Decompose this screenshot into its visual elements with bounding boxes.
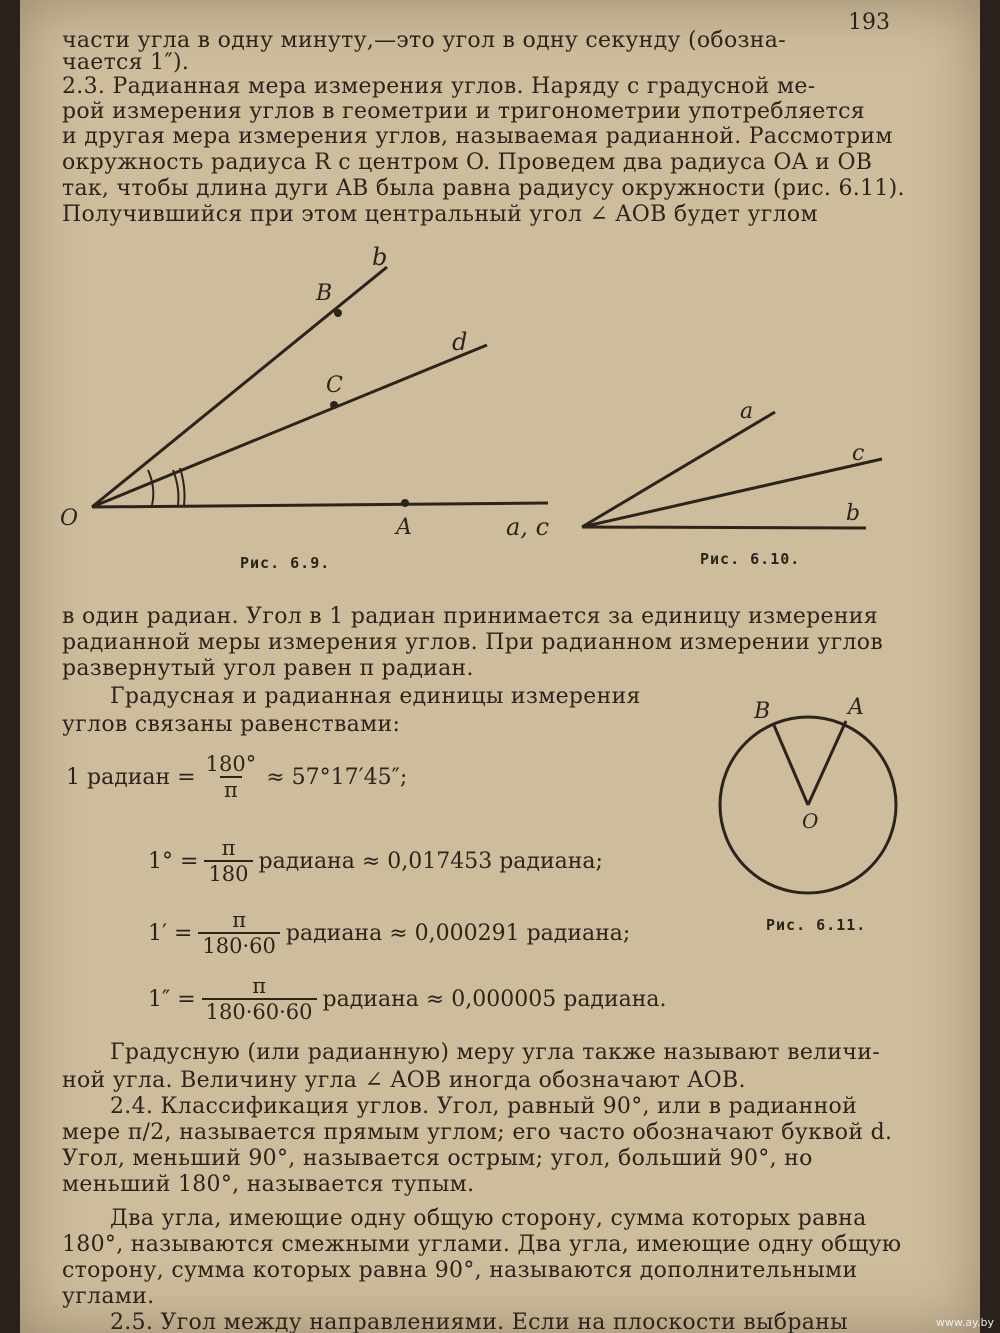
text-line: Градусную (или радианную) меру угла также называют величи- xyxy=(110,1040,880,1065)
label-o-611: O xyxy=(802,809,819,833)
book-page xyxy=(20,0,980,1333)
label-ray-b-610: b xyxy=(846,501,861,526)
point-c xyxy=(330,401,338,409)
text-line: ной угла. Величину угла ∠ AOB иногда обозначают AOB. xyxy=(62,1068,746,1093)
text-line: и другая мера измерения углов, называемая радианной. Рассмотрим xyxy=(62,124,893,149)
label-ray-a-610: a xyxy=(740,399,754,424)
text-line: радианной меры измерения углов. При радианном измерении углов xyxy=(62,630,884,655)
text-line: 180°, называются смежными углами. Два угла, имеющие одну общую xyxy=(62,1232,902,1257)
text-line: Градусная и радианная единицы измерения xyxy=(110,684,641,709)
text-line: углами. xyxy=(62,1284,155,1309)
point-b xyxy=(334,309,342,317)
equation-radian: 1 радиан = $\frac{180^\circ}{\pi}$ ≈ 57°17′45″; xyxy=(66,752,408,802)
fig-6-10-lines xyxy=(582,412,882,528)
label-ray-c-610: c xyxy=(852,441,865,466)
text-line: 2.5. Угол между направлениями. Если на плоскости выбраны xyxy=(110,1310,848,1333)
text-line: Угол, меньший 90°, называется острым; угол, больший 90°, но xyxy=(62,1146,813,1171)
text-line: чается 1″). xyxy=(62,50,190,75)
text-line: 2.4. Классификация углов. Угол, равный 90°, или в радианной xyxy=(110,1094,858,1119)
text-line: части угла в одну минуту,—это угол в одну секунду (обозна- xyxy=(62,28,786,53)
text-line: мере π/2, называется прямым углом; его часто обозначают буквой d. xyxy=(62,1120,893,1145)
caption-fig-6-10: Рис. 6.10. xyxy=(700,550,801,568)
text-line: Получившийся при этом центральный угол ∠ AOB будет углом xyxy=(62,202,818,227)
text-line: в один радиан. Угол в 1 радиан принимается за единицу измерения xyxy=(62,604,878,629)
text-line: так, чтобы длина дуги AB была равна радиусу окружности (рис. 6.11). xyxy=(62,176,905,201)
text-line: рой измерения углов в геометрии и тригонометрии употребляется xyxy=(62,99,865,124)
text-line: сторону, сумма которых равна 90°, называются дополнительными xyxy=(62,1258,858,1283)
caption-fig-6-9: Рис. 6.9. xyxy=(240,554,331,572)
watermark: www.ay.by xyxy=(935,1316,994,1329)
figure-6-9 xyxy=(20,0,980,600)
text-line: углов связаны равенствами: xyxy=(62,712,401,737)
equation-minute: 1′ = $\frac{\pi}{180\cdot 60}$ радиана ≈ 0,000291 радиана; xyxy=(148,908,631,958)
point-a xyxy=(401,499,409,507)
label-b-611: B xyxy=(754,699,771,724)
label-ray-b: b xyxy=(372,243,388,271)
text-line: Два угла, имеющие одну общую сторону, сумма которых равна xyxy=(110,1206,867,1231)
text-line: меньший 180°, называется тупым. xyxy=(62,1172,475,1197)
text-line: 2.3. Радианная мера измерения углов. Наряду с градусной ме- xyxy=(62,74,816,99)
label-o: O xyxy=(60,506,79,531)
equation-degree: 1° = $\frac{\pi}{180}$ радиана ≈ 0,017453 радиана; xyxy=(148,836,603,886)
label-b: B xyxy=(316,281,333,306)
label-c: C xyxy=(326,373,343,398)
label-a: A xyxy=(396,515,412,540)
figure-6-11 xyxy=(710,690,910,910)
caption-fig-6-11: Рис. 6.11. xyxy=(766,916,867,934)
label-a-611: A xyxy=(848,695,864,720)
label-ray-ac: a, c xyxy=(506,513,550,541)
text-line: окружность радиуса R с центром O. Проведем два радиуса OA и OB xyxy=(62,150,873,175)
label-ray-d: d xyxy=(452,328,468,356)
text-line: развернутый угол равен π радиан. xyxy=(62,656,474,681)
page-number: 193 xyxy=(848,10,890,35)
equation-second: 1″ = $\frac{\pi}{180\cdot 60\cdot 60}$ радиана ≈ 0,000005 радиана. xyxy=(148,974,667,1024)
